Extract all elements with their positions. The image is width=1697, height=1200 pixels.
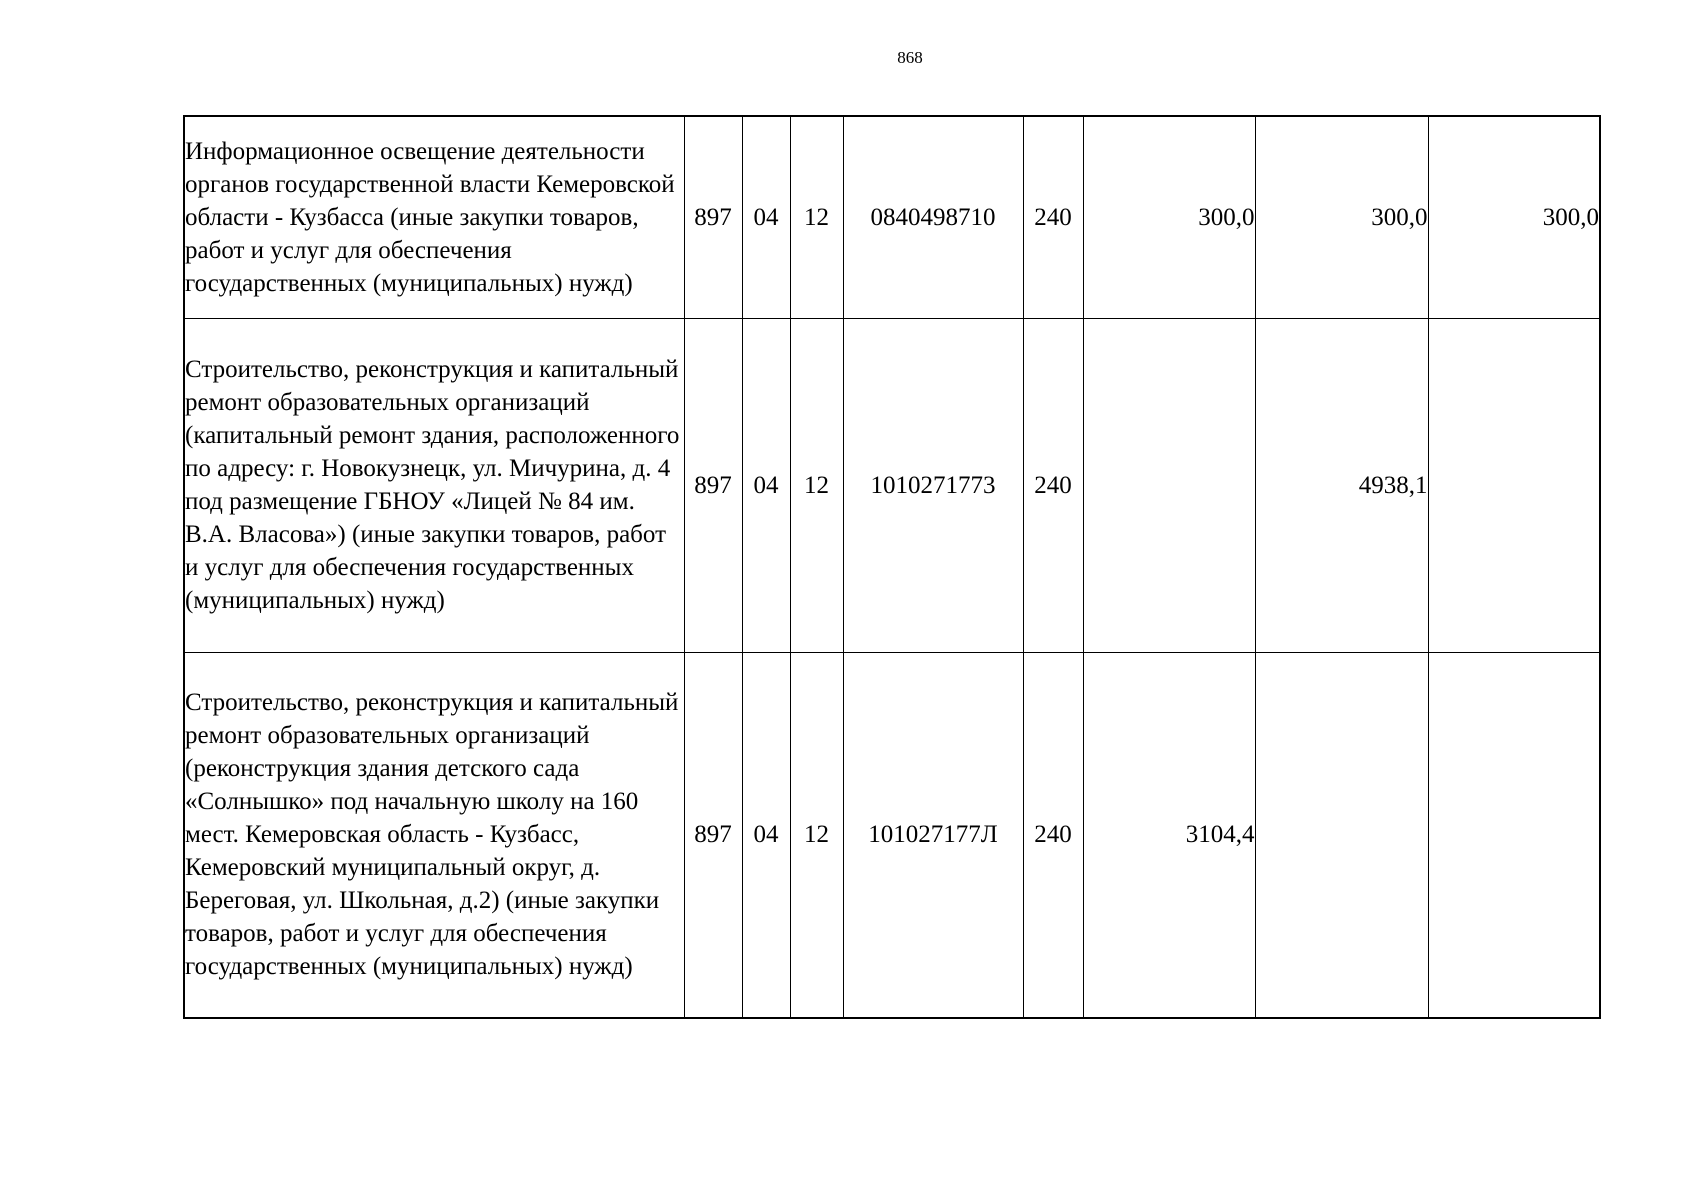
amount-3-cell: 300,0 xyxy=(1428,116,1600,318)
section-cell: 04 xyxy=(742,116,790,318)
expense-type-cell: 240 xyxy=(1023,652,1083,1018)
description-cell xyxy=(184,652,684,1018)
page-number: 868 xyxy=(897,48,923,67)
amount-1-cell xyxy=(1083,318,1255,652)
subsection-cell: 12 xyxy=(790,116,843,318)
amount-1-cell: 300,0 xyxy=(1083,116,1255,318)
expense-type-cell: 240 xyxy=(1023,116,1083,318)
ministry-cell: 897 xyxy=(684,116,742,318)
target-code-cell: 101027177Л xyxy=(843,652,1023,1018)
section-cell: 04 xyxy=(742,318,790,652)
row-description: Информационное освещение деятельности органов государственной власти Кемеровской области - Кузбасса (иные закупки товаров, работ и услуг для обеспечения государственных (муниципальных) нужд) xyxy=(185,137,675,297)
subsection-cell: 12 xyxy=(790,652,843,1018)
table-row xyxy=(184,318,1600,652)
table-row xyxy=(184,116,1600,318)
expense-type-cell: 240 xyxy=(1023,318,1083,652)
ministry-cell: 897 xyxy=(684,652,742,1018)
amount-2-cell: 4938,1 xyxy=(1255,318,1428,652)
subsection-cell: 12 xyxy=(790,318,843,652)
row-description: Строительство, реконструкция и капитальный ремонт образовательных организаций (реконструкция здания детского сада «Солнышко» под начальную школу на 160 мест. Кемеровская область - Кузбасс, Кемеровский муниципальный округ, д. Береговая, ул. Школьная, д.2) (иные закупки товаров, работ и услуг для обеспечения государственных (муниципальных) нужд) xyxy=(185,689,679,981)
amount-3-cell xyxy=(1428,652,1600,1018)
description-cell xyxy=(184,318,684,652)
section-cell: 04 xyxy=(742,652,790,1018)
amount-2-cell: 300,0 xyxy=(1255,116,1428,318)
table-row xyxy=(184,652,1600,1018)
amount-2-cell xyxy=(1255,652,1428,1018)
target-code-cell: 1010271773 xyxy=(843,318,1023,652)
row-description: Строительство, реконструкция и капитальный ремонт образовательных организаций (капитальный ремонт здания, расположенного по адресу: г. Новокузнецк, ул. Мичурина, д. 4 под размещение ГБНОУ «Лицей № 84 им. В.А. Власова») (иные закупки товаров, работ и услуг для обеспечения государственных (муниципальных) нужд) xyxy=(185,356,680,614)
budget-table xyxy=(183,115,1601,1019)
target-code-cell: 0840498710 xyxy=(843,116,1023,318)
ministry-cell: 897 xyxy=(684,318,742,652)
amount-1-cell: 3104,4 xyxy=(1083,652,1255,1018)
description-cell xyxy=(184,116,684,318)
amount-3-cell xyxy=(1428,318,1600,652)
